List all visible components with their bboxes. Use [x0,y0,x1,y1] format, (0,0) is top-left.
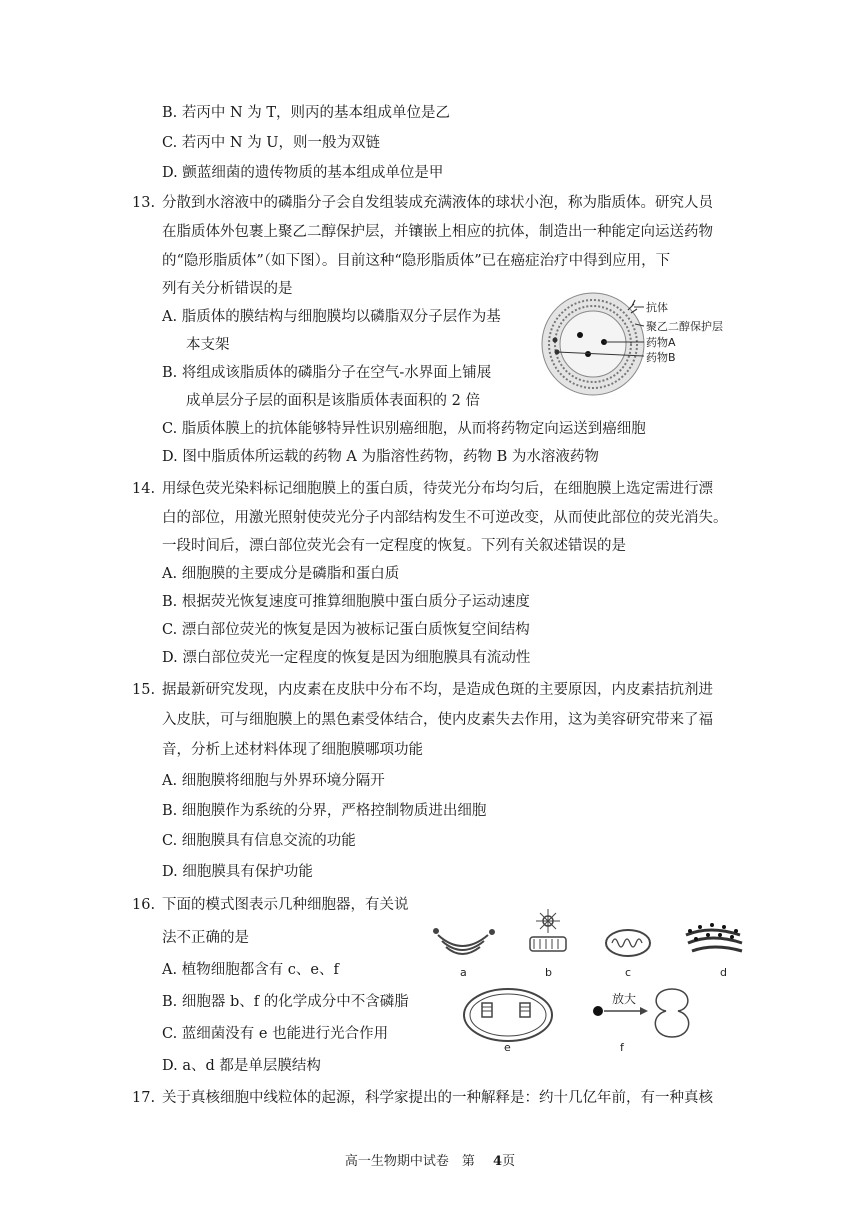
q16-number: 16. [132,897,156,913]
liposome-figure [536,290,766,400]
q15-stem-line: 音，分析上述材料体现了细胞膜哪项功能 [162,742,423,758]
q15-option-a: A. 细胞膜将细胞与外界环境分隔开 [162,773,385,789]
label-peg-layer: 聚乙二醇保护层 [646,320,723,333]
q14-option-b: B. 根据荧光恢复速度可推算细胞膜中蛋白质分子运动速度 [162,594,530,610]
q15-stem-line: 据最新研究发现，内皮素在皮肤中分布不均，是造成色斑的主要原因，内皮素拮抗剂进 [162,682,713,698]
q16-option-b: B. 细胞器 b、f 的化学成分中不含磷脂 [162,994,409,1010]
q12-option-c: C. 若丙中 N 为 U，则一般为双链 [162,135,381,151]
organelle-d-rough-er [686,923,742,951]
q13-option-a-cont: 本支架 [186,337,230,353]
q16-option-d: D. a、d 都是单层膜结构 [162,1058,321,1074]
q15-option-d: D. 细胞膜具有保护功能 [162,864,313,880]
label-drug-a: 药物A [646,336,676,349]
footer-text: 高一生物期中试卷 第 [344,1154,475,1169]
q17-stem-line: 关于真核细胞中线粒体的起源，科学家提出的一种解释是：约十几亿年前，有一种真核 [162,1090,713,1106]
q13-stem-line: 列有关分析错误的是 [162,281,293,297]
q14-stem-line: 用绿色荧光染料标记细胞膜上的蛋白质，待荧光分布均匀后，在细胞膜上选定需进行漂 [162,481,713,497]
q13-option-d: D. 图中脂质体所运载的药物 A 为脂溶性药物，药物 B 为水溶液药物 [162,449,599,465]
q13-stem-line: 在脂质体外包裹上聚乙二醇保护层，并镶嵌上相应的抗体，制造出一种能定向运送药物 [162,224,713,240]
q16-option-c: C. 蓝细菌没有 e 也能进行光合作用 [162,1026,389,1042]
q15-stem-line: 入皮肤，可与细胞膜上的黑色素受体结合，使内皮素失去作用，这为美容研究带来了福 [162,712,713,728]
label-drug-b: 药物B [646,351,676,364]
footer-page-unit: 页 [502,1154,516,1169]
q13-option-b: B. 将组成该脂质体的磷脂分子在空气-水界面上铺展 [162,365,492,381]
label-f: f [620,1041,624,1054]
q12-option-d: D. 颤蓝细菌的遗传物质的基本组成单位是甲 [162,165,444,181]
q13-stem-line: 分散到水溶液中的磷脂分子会自发组装成充满液体的球状小泡，称为脂质体。研究人员 [162,195,713,211]
q16-stem-line: 法不正确的是 [162,930,249,946]
q14-option-d: D. 漂白部位荧光一定程度的恢复是因为细胞膜具有流动性 [162,650,531,666]
q14-option-c: C. 漂白部位荧光的恢复是因为被标记蛋白质恢复空间结构 [162,622,530,638]
q12-option-b: B. 若丙中 N 为 T，则丙的基本组成单位是乙 [162,105,451,121]
label-magnify: 放大 [612,992,637,1006]
organelle-figure [430,905,770,1055]
organelle-b-centriole [530,909,566,951]
organelle-f-ribosome [593,989,689,1037]
label-b: b [545,966,552,979]
label-antibody: 抗体 [646,301,668,314]
q14-stem-line: 白的部位，用激光照射使荧光分子内部结构发生不可逆改变，从而使此部位的荧光消失。 [162,510,728,526]
q14-stem-line: 一段时间后，漂白部位荧光会有一定程度的恢复。下列有关叙述错误的是 [162,538,626,554]
footer-page-number: 4 [493,1154,503,1169]
organelle-c-mitochondrion [606,930,650,956]
organelle-e-chloroplast [464,989,552,1041]
q16-stem-line: 下面的模式图表示几种细胞器，有关说 [162,897,409,913]
q14-option-a: A. 细胞膜的主要成分是磷脂和蛋白质 [162,566,400,582]
q15-option-c: C. 细胞膜具有信息交流的功能 [162,833,356,849]
label-e: e [504,1041,511,1054]
q15-number: 15. [132,682,156,698]
label-d: d [720,966,727,979]
organelle-a-golgi [434,929,494,954]
q17-number: 17. [132,1090,156,1106]
page-footer [0,1150,860,1169]
q15-option-b: B. 细胞膜作为系统的分界，严格控制物质进出细胞 [162,803,487,819]
q13-option-b-cont: 成单层分子层的面积是该脂质体表面积的 2 倍 [186,393,480,409]
q16-option-a: A. 植物细胞都含有 c、e、f [162,962,339,978]
q14-number: 14. [132,481,156,497]
q13-number: 13. [132,195,156,211]
q13-option-a: A. 脂质体的膜结构与细胞膜均以磷脂双分子层作为基 [162,309,501,325]
q13-stem-line: 的“隐形脂质体”（如下图）。目前这种“隐形脂质体”已在癌症治疗中得到应用，下 [162,253,671,269]
q13-option-c: C. 脂质体膜上的抗体能够特异性识别癌细胞，从而将药物定向运送到癌细胞 [162,421,646,437]
label-c: c [625,966,632,979]
label-a: a [460,966,467,979]
